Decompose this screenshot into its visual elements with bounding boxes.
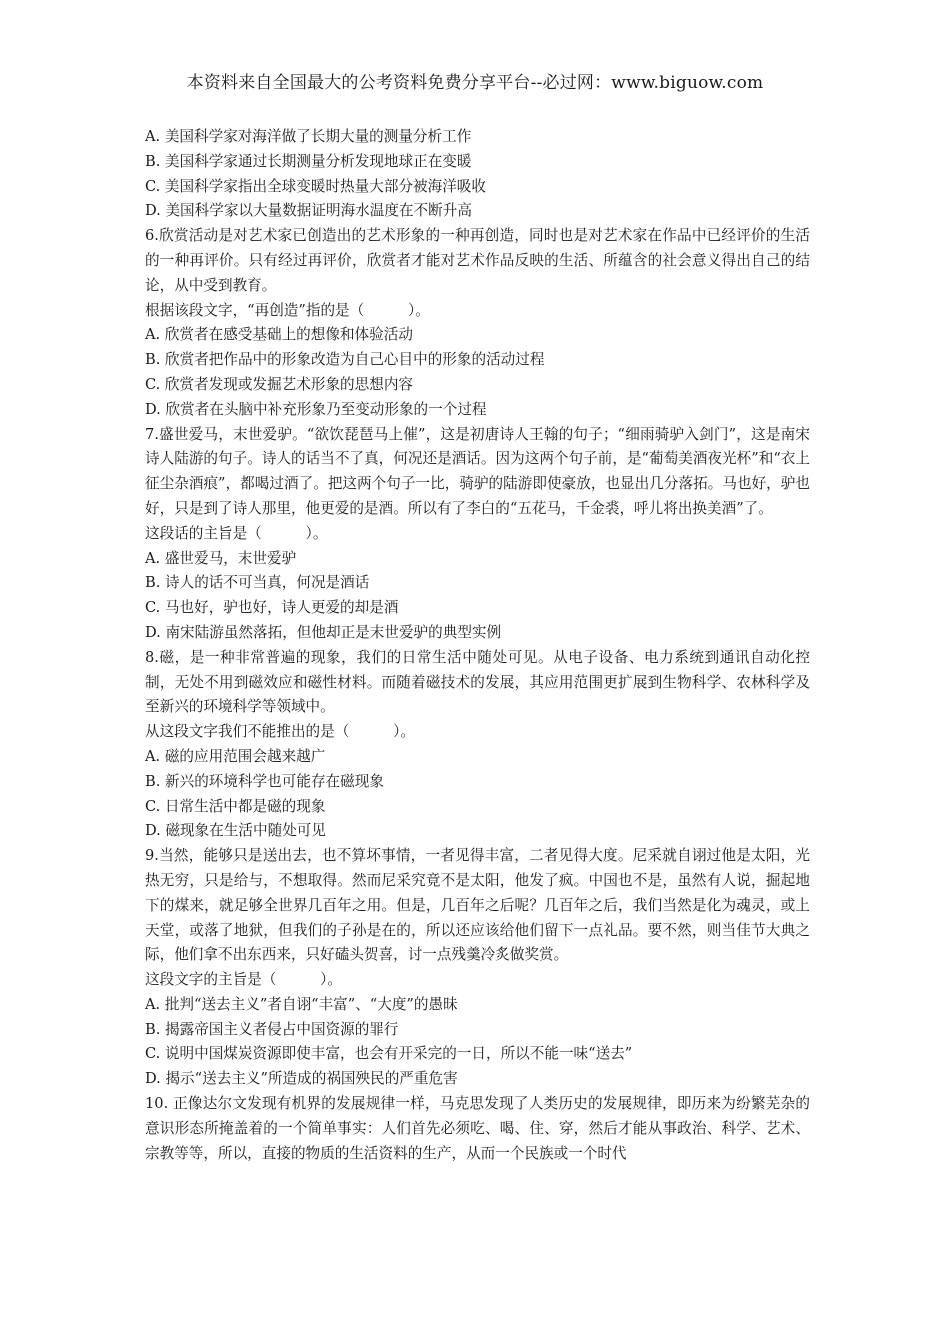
q5-option-c: C. 美国科学家指出全球变暖时热量大部分被海洋吸收 xyxy=(145,177,486,195)
document-body xyxy=(145,125,810,1166)
q7-passage: 7.盛世爱马，末世爱驴。“欲饮琵琶马上催”，这是初唐诗人王翰的句子；“细雨骑驴入剑门”，这是南宋诗人陆游的句子。诗人的话当不了真，何况还是酒话。因为这两个句子前，是“葡萄美酒夜光杯”和“衣上征尘杂酒痕”，都喝过酒了。把这两个句子一比，骑驴的陆游即使豪放，也显出几分落拓。马也好，驴也好，只是到了诗人那里，他更爱的是酒。所以有了李白的“五花马，千金裘，呼儿将出换美酒”了。 xyxy=(145,425,810,517)
q6-option-c: C. 欣赏者发现或发掘艺术形象的思想内容 xyxy=(145,375,414,393)
q7-option-d: D. 南宋陆游虽然落拓，但他却正是末世爱驴的典型实例 xyxy=(145,623,502,641)
q6-stem: 根据该段文字，“再创造”指的是（ ）。 xyxy=(145,301,430,319)
page-header: 本资料来自全国最大的公考资料免费分享平台--必过网：www.biguow.com xyxy=(186,73,764,93)
q9-option-d: D. 揭示“送去主义”所造成的祸国殃民的严重危害 xyxy=(145,1070,458,1088)
q6-passage: 6.欣赏活动是对艺术家已创造出的艺术形象的一种再创造，同时也是对艺术家在作品中已经评价的生活的一种再评价。只有经过再评价，欣赏者才能对艺术作品反映的生活、所蕴含的社会意义得出自己的结论，从中受到教育。 xyxy=(145,227,810,294)
q8-option-a: A. 磁的应用范围会越来越广 xyxy=(145,747,326,765)
q9-option-a: A. 批判“送去主义”者自诩“丰富”、“大度”的愚昧 xyxy=(145,995,458,1013)
q8-option-d: D. 磁现象在生活中随处可见 xyxy=(145,822,326,840)
q8-passage: 8.磁，是一种非常普遍的现象，我们的日常生活中随处可见。从电子设备、电力系统到通讯自动化控制，无处不用到磁效应和磁性材料。而随着磁技术的发展，其应用范围更扩展到生物科学、农林科学及至新兴的环境科学等领域中。 xyxy=(145,648,810,716)
q8-option-c: C. 日常生活中都是磁的现象 xyxy=(145,797,326,815)
q6-option-d: D. 欣赏者在头脑中补充形象乃至变动形象的一个过程 xyxy=(145,400,487,418)
q10-passage: 10. 正像达尔文发现有机界的发展规律一样，马克思发现了人类历史的发展规律，即历来为纷繁芜杂的意识形态所掩盖着的一个简单事实：人们首先必须吃、喝、住、穿，然后才能从事政治、科学、艺术、宗教等等，所以，直接的物质的生活资料的生产，从而一个民族或一个时代 xyxy=(145,1095,810,1162)
q9-option-b: B. 揭露帝国主义者侵占中国资源的罪行 xyxy=(145,1020,399,1038)
q7-option-b: B. 诗人的话不可当真，何况是酒话 xyxy=(145,574,370,592)
q5-option-b: B. 美国科学家通过长期测量分析发现地球正在变暖 xyxy=(145,152,472,170)
q5-option-d: D. 美国科学家以大量数据证明海水温度在不断升高 xyxy=(145,202,472,220)
q9-option-c: C. 说明中国煤炭资源即使丰富，也会有开采完的一日，所以不能一味“送去” xyxy=(145,1045,633,1063)
q6-option-b: B. 欣赏者把作品中的形象改造为自己心目中的形象的活动过程 xyxy=(145,351,545,369)
q6-option-a: A. 欣赏者在感受基础上的想像和体验活动 xyxy=(145,326,413,344)
q5-option-a: A. 美国科学家对海洋做了长期大量的测量分析工作 xyxy=(145,128,472,145)
q7-option-a: A. 盛世爱马，末世爱驴 xyxy=(145,549,297,567)
q7-option-c: C. 马也好，驴也好，诗人更爱的却是酒 xyxy=(145,599,399,617)
q9-stem: 这段文字的主旨是（ ）。 xyxy=(145,971,343,989)
q8-option-b: B. 新兴的环境科学也可能存在磁现象 xyxy=(145,772,384,790)
q8-stem: 从这段文字我们不能推出的是（ ）。 xyxy=(145,723,415,741)
q7-stem: 这段话的主旨是（ ）。 xyxy=(145,524,328,542)
q9-passage: 9.当然，能够只是送出去，也不算坏事情，一者见得丰富，二者见得大度。尼采就自诩过他是太阳，光热无穷，只是给与，不想取得。然而尼采究竟不是太阳，他发了疯。中国也不是，虽然有人说，掘起地下的煤来，就足够全世界几百年之用。但是，几百年之后呢？几百年之后，我们当然是化为魂灵，或上天堂，或落了地狱，但我们的子孙是在的，所以还应该给他们留下一点礼品。要不然，则当佳节大典之际，他们拿不出东西来，只好磕头贺喜，讨一点残羹冷炙做奖赏。 xyxy=(145,847,810,964)
